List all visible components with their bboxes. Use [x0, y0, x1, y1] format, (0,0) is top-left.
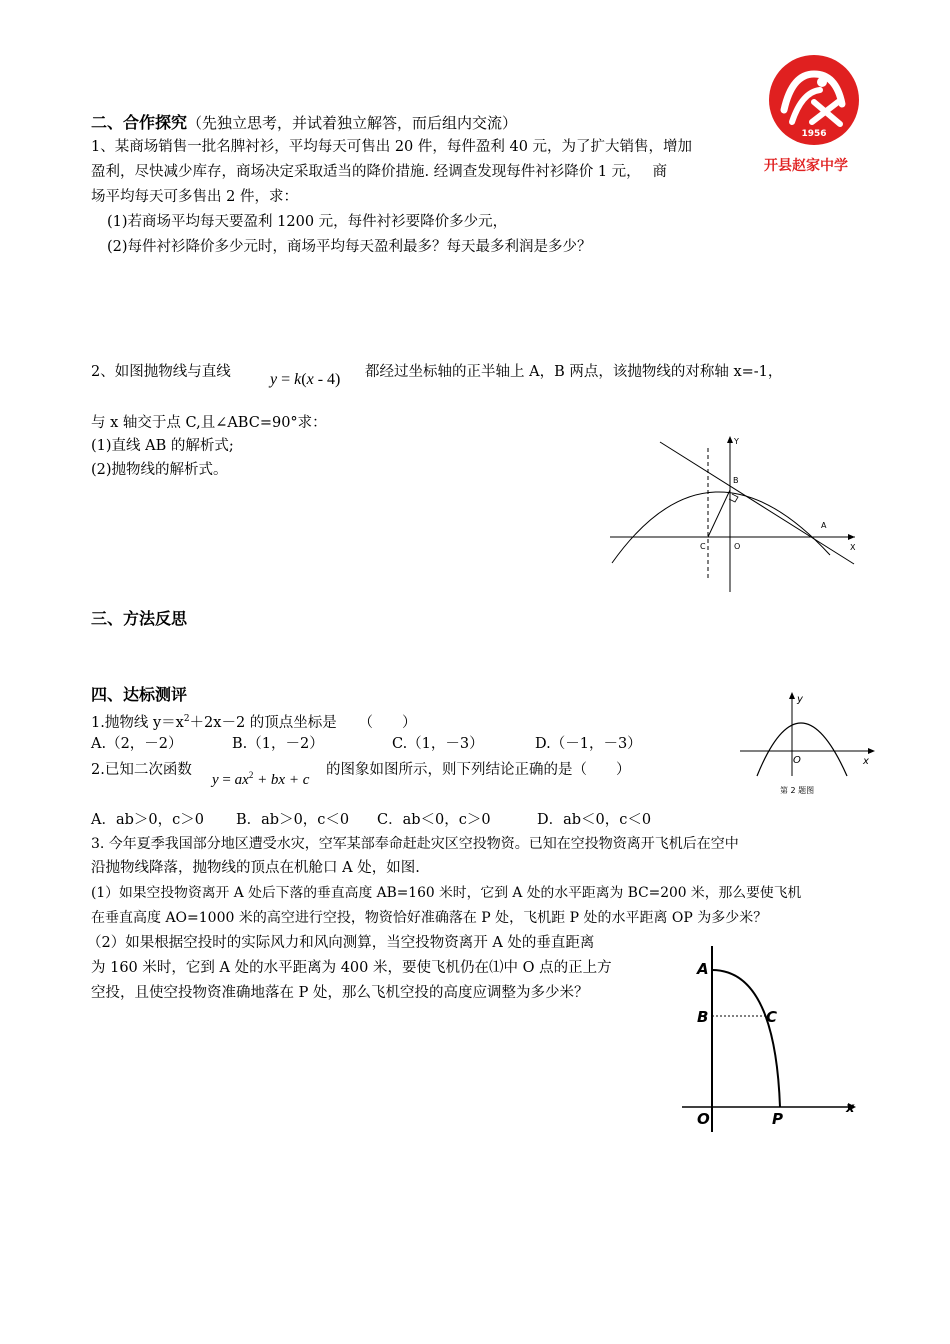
q2-part1: (1)直线 AB 的解析式; [91, 438, 234, 454]
q1-part2: (2)每件衬衫降价多少元时，商场平均每天盈利最多？每天最多利润是多少？ [107, 239, 592, 255]
s4-q1-option-d: D.（－1，－3） [535, 736, 642, 752]
s4-q2-option-c: C．ab＜0，c＞0 [377, 812, 491, 828]
school-logo [762, 52, 872, 182]
q2-label-o: O [734, 542, 741, 551]
s4-q2-figure [735, 690, 880, 800]
s4-q2-option-a: A．ab＞0，c＞0 [91, 812, 204, 828]
q2-prefix: 2、如图抛物线与直线 [91, 364, 231, 380]
section4-title: 四、达标测评 [91, 685, 188, 704]
school-name: 开县赵家中学 [764, 158, 848, 174]
s4-q3-line7: 空投，且使空投物资准确地落在 P 处，那么飞机空投的高度应调整为多少米？ [91, 985, 589, 1001]
q1-line2: 盈利，尽快减少库存，商场决定采取适当的降价措施. 经调查发现每件衬衫降价 1 元， 商 [91, 164, 668, 180]
s4-q3-line1: 3. 今年夏季我国部分地区遭受水灾，空军某部奉命赶赴灾区空投物资。已知在空投物资离开飞机后在空中 [91, 836, 739, 852]
q2-parabola-figure [600, 430, 865, 595]
s4-q2-formula: $y = ax^2$ + bx + c [212, 770, 310, 788]
q2-line-formula: y = k(x - 4) [270, 371, 341, 388]
s4-q2-option-b: B．ab＞0，c＜0 [236, 812, 350, 828]
s4-q2-label-o: O [793, 755, 801, 766]
s4-q3-label-a: A [697, 960, 709, 978]
section2-heading [91, 112, 517, 134]
s4-q3-label-p: P [772, 1110, 783, 1128]
s4-q2-label-x: x [863, 756, 869, 767]
s4-q3-label-b: B [697, 1008, 709, 1026]
q2-x-axis-label: X [850, 543, 856, 552]
q1-line1: 1、某商场销售一批名脾衬衫，平均每天可售出 20 件，每件盈利 40 元，为了扩大销售，增加 [91, 139, 693, 155]
s4-q1-stem: 1.抛物线 $y=x^2+2x-2$ 的顶点坐标是 （ ） [91, 714, 417, 731]
s4-q3-line6: 为 160 米时，它到 A 处的水平距离为 400 米，要使飞机仍在⑴中 O 点的正上方 [91, 960, 612, 976]
s4-q3-line5: （2）如果根据空投时的实际风力和风向测算，当空投物资离开 A 处的垂直距离 [87, 935, 595, 951]
s4-q1-option-b: B.（1，－2） [232, 736, 324, 752]
s4-q3-label-c: C [766, 1008, 778, 1026]
q2-part2: (2)抛物线的解析式。 [91, 462, 228, 478]
q1-line3: 场平均每天可多售出 2 件，求： [91, 189, 298, 205]
q2-label-b: B [733, 476, 739, 485]
q2-suffix: 都经过坐标轴的正半轴上 A，B 两点，该抛物线的对称轴 x=-1， [365, 364, 783, 380]
s4-q2-option-d: D．ab＜0，c＜0 [537, 812, 652, 828]
s4-q3-label-x: x [846, 1101, 855, 1116]
q1-part1: (1)若商场平均每天要盈利 1200 元，每件衬衫要降价多少元， [107, 214, 508, 230]
s4-q2-suffix: 的图象如图所示，则下列结论正确的是（ ） [326, 762, 631, 778]
q2-line2: 与 x 轴交于点 C,且∠ABC=90°求： [91, 415, 327, 431]
s4-q3-line3: (1）如果空投物资离开 A 处后下落的垂直高度 AB=160 米时，它到 A 处的水平距离为 BC=200 米，那么要使飞机 [91, 885, 802, 901]
s4-q3-figure [680, 940, 865, 1140]
s4-q3-line2: 沿抛物线降落，抛物线的顶点在机舱口 A 处，如图. [91, 860, 420, 876]
section2-title: 二、合作探究 [91, 113, 188, 132]
q2-label-a: A [821, 521, 827, 530]
q2-label-c: C [700, 542, 706, 551]
logo-year: 1956 [801, 129, 827, 139]
q2-y-axis-label: Y [734, 437, 739, 446]
s4-q3-label-o: O [697, 1110, 710, 1128]
section2-subtitle: （先独立思考，并试着独立解答，而后组内交流） [187, 114, 518, 132]
s4-q1-option-a: A.（2，－2） [91, 736, 183, 752]
s4-q2-label-y: y [797, 694, 803, 705]
s4-q2-caption: 第 2 题图 [780, 786, 815, 795]
s4-q2-prefix: 2.已知二次函数 [91, 762, 192, 778]
s4-q1-option-c: C.（1，－3） [392, 736, 484, 752]
section3-title: 三、方法反思 [91, 609, 188, 628]
s4-q3-line4: 在垂直高度 AO=1000 米的高空进行空投，物资恰好准确落在 P 处，飞机距 P 处的水平距离 OP 为多少米？ [91, 910, 768, 926]
